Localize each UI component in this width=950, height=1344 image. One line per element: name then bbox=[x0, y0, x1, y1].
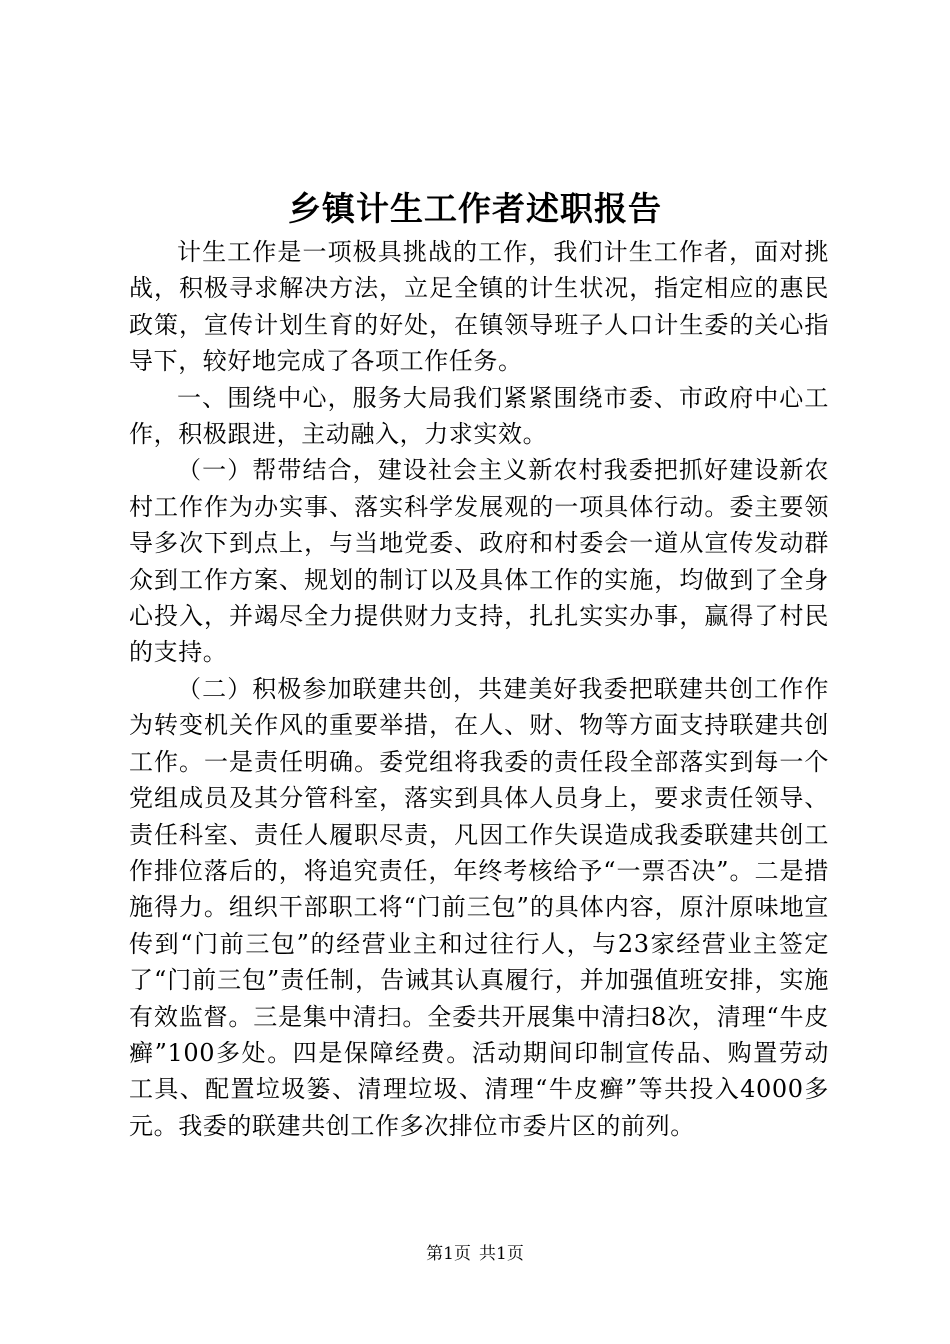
paragraph-section-1: 一、围绕中心，服务大局我们紧紧围绕市委、市政府中心工作，积极跟进，主动融入，力求实效。 bbox=[129, 383, 829, 449]
document-body bbox=[129, 234, 829, 1144]
paragraph-intro: 计生工作是一项极具挑战的工作，我们计生工作者，面对挑战，积极寻求解决方法，立足全镇的计生状况，指定相应的惠民政策，宣传计划生育的好处，在镇领导班子人口计生委的关心指导下，较好地完成了各项工作任务。 bbox=[129, 238, 829, 376]
page-number: 第1页 bbox=[426, 1244, 471, 1264]
document-title: 乡镇计生工作者述职报告 bbox=[288, 189, 662, 228]
page-total: 共1页 bbox=[479, 1244, 524, 1264]
page-footer bbox=[0, 1240, 950, 1268]
paragraph-subsection-1: （一）帮带结合，建设社会主义新农村我委把抓好建设新农村工作作为办实事、落实科学发展观的一项具体行动。委主要领导多次下到点上，与当地党委、政府和村委会一道从宣传发动群众到工作方案、规划的制订以及具体工作的实施，均做到了全身心投入，并竭尽全力提供财力支持，扎扎实实办事，赢得了村民的支持。 bbox=[129, 456, 829, 667]
paragraph-subsection-2: （二）积极参加联建共创，共建美好我委把联建共创工作作为转变机关作风的重要举措，在人、财、物等方面支持联建共创工作。一是责任明确。委党组将我委的责任段全部落实到每一个党组成员及其分管科室，落实到具体人员身上，要求责任领导、责任科室、责任人履职尽责，凡因工作失误造成我委联建共创工作排位落后的，将追究责任，年终考核给予“一票否决”。二是措施得力。组织干部职工将“门前三包”的具体内容，原汁原味地宣传到“门前三包”的经营业主和过往行人，与23家经营业主签定了“门前三包”责任制，告诫其认真履行，并加强值班安排，实施有效监督。三是集中清扫。全委共开展集中清扫8次，清理“牛皮癣”100多处。四是保障经费。活动期间印制宣传品、购置劳动工具、配置垃圾篓、清理垃圾、清理“牛皮癣”等共投入4000多元。我委的联建共创工作多次排位市委片区的前列。 bbox=[129, 674, 829, 1140]
